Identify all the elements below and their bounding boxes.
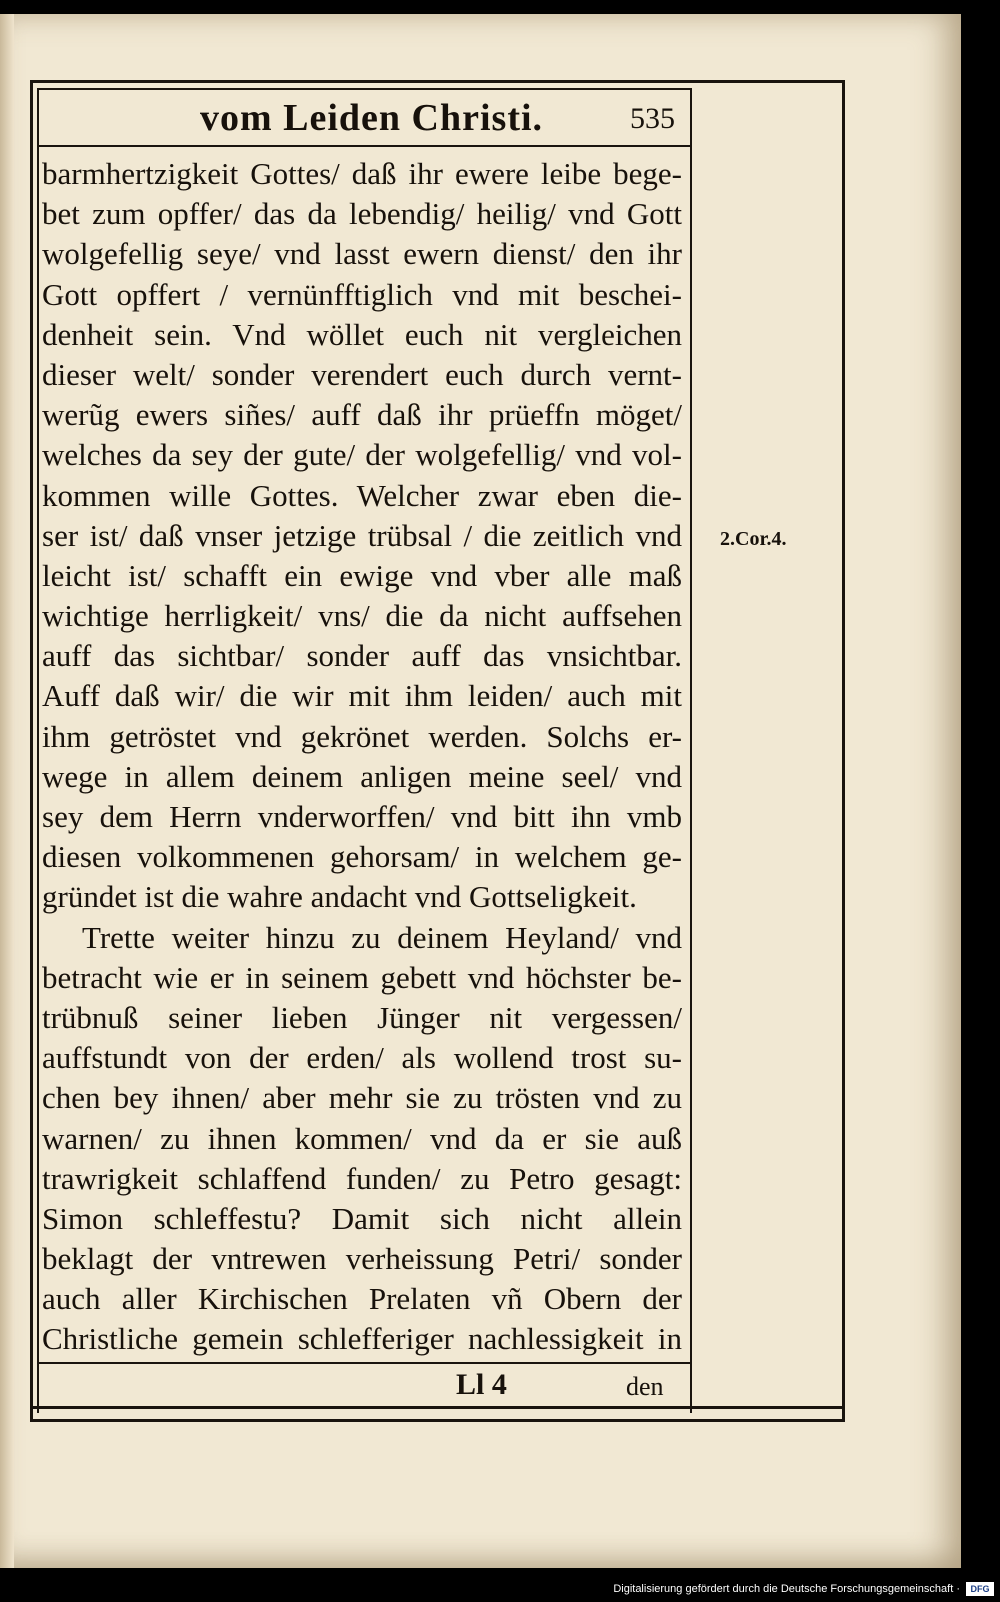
text-line: Auff daß wir/ die wir mit ihm leiden/ auch mit (42, 678, 682, 714)
text-line: ihm getröstet vnd gekrönet werden. Solchs er- (42, 718, 682, 754)
text-line: leicht ist/ schafft ein ewige vnd vber alle maß (42, 557, 682, 593)
text-line: werũg ewers siñes/ auff daß ihr prüeffn möget/ (42, 397, 682, 433)
text-line: Trette weiter hinzu zu deinem Heyland/ vnd (82, 919, 682, 955)
text-line: Gott opffert / vernünfftiglich vnd mit beschei- (42, 276, 682, 312)
text-line: auch aller Kirchischen Prelaten vñ Obern der (42, 1281, 682, 1317)
text-line: trawrigkeit schlaffend funden/ zu Petro gesagt: (42, 1160, 682, 1196)
text-line: wichtige herrligkeit/ vns/ die da nicht auffsehen (42, 598, 682, 634)
bottom-frame-rule (30, 1406, 845, 1409)
signature-mark: Ll 4 (456, 1368, 507, 1401)
text-line: wege in allem deinem anligen meine seel/ vnd (42, 758, 682, 794)
text-line: wolgefellig seye/ vnd lasst ewern dienst/ den ihr (42, 236, 682, 272)
top-rule (37, 88, 692, 90)
catchword: den (626, 1372, 664, 1401)
text-line: Christliche gemein schlefferiger nachlessigkeit in (42, 1321, 682, 1357)
digitization-footer (0, 1568, 1000, 1602)
text-line: betracht wie er in seinem gebett vnd höchster be- (42, 959, 682, 995)
text-line: auff das sichtbar/ sonder auff das vnsichtbar. (42, 638, 682, 674)
text-line: dieser welt/ sonder verendert euch durch vernt- (42, 356, 682, 392)
digitization-credit: Digitalisierung gefördert durch die Deutsche Forschungsgemeinschaft · (613, 1583, 960, 1595)
text-line: chen bey ihnen/ aber mehr sie zu trösten vnd zu (42, 1080, 682, 1116)
text-line: sey dem Herrn vnderworffen/ vnd bitt ihn vmb (42, 799, 682, 834)
text-line: trübnuß seiner lieben Jünger nit vergessen/ (42, 999, 682, 1035)
text-line: ser ist/ daß vnser jetzige trübsal / die zeitlich vnd (42, 517, 682, 553)
text-line: kommen wille Gottes. Welcher zwar eben die- (42, 477, 682, 513)
text-line: warnen/ zu ihnen kommen/ vnd da er sie auß (42, 1120, 682, 1156)
text-line: Simon schleffestu? Damit sich nicht allein (42, 1200, 682, 1236)
text-line: auffstundt von der erden/ als wollend trost su- (42, 1040, 682, 1076)
text-line: welches da sey der gute/ der wolgefellig/ vnd vol- (42, 437, 682, 473)
margin-note: 2.Cor.4. (720, 528, 787, 550)
text-line: denheit sein. Vnd wöllet euch nit vergleichen (42, 316, 682, 352)
page-number: 535 (630, 102, 675, 135)
text-line: gründet ist die wahre andacht vnd Gottseligkeit. (42, 879, 637, 915)
running-title: vom Leiden Christi. (200, 97, 544, 139)
text-line: diesen volkommenen gehorsam/ in welchem ge- (42, 839, 682, 875)
footer-rule (37, 1362, 692, 1364)
book-page (0, 14, 961, 1568)
text-line: beklagt der vntrewen verheissung Petri/ sonder (42, 1241, 682, 1277)
text-line: bet zum opffer/ das da lebendig/ heilig/ vnd Gott (42, 196, 682, 232)
header-rule (37, 145, 692, 147)
body-text (42, 154, 682, 1360)
dfg-logo: DFG (966, 1582, 994, 1596)
text-line: barmhertzigkeit Gottes/ daß ihr ewere leibe bege- (42, 156, 682, 191)
